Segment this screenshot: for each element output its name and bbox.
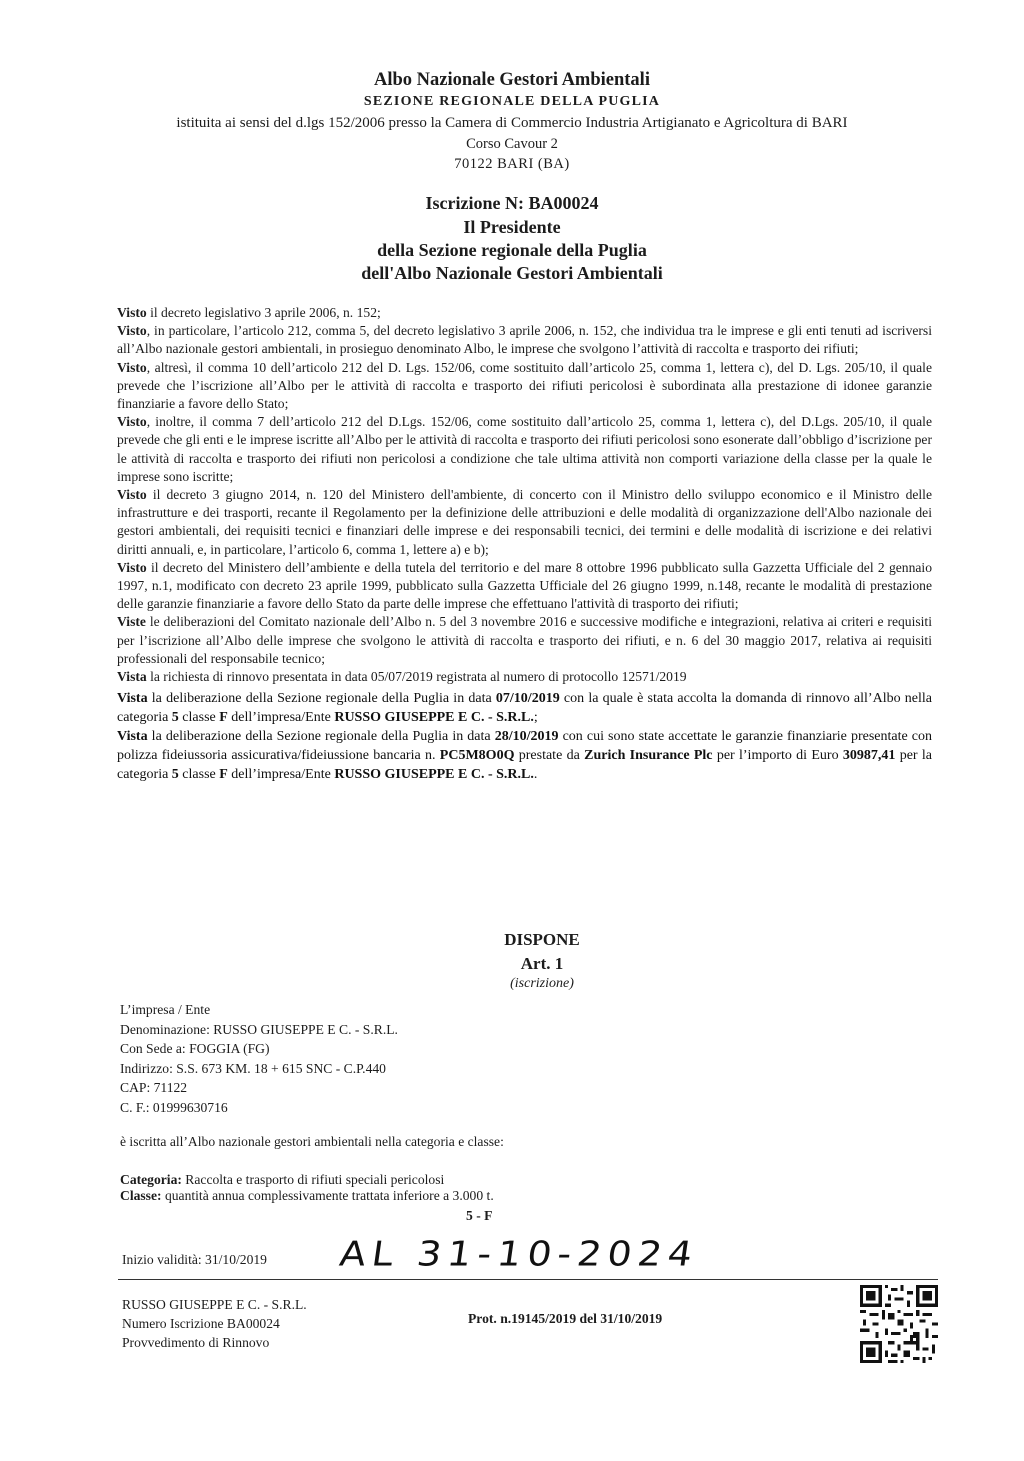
delibera-accoglimento: Vista la deliberazione della Sezione regionale della Puglia in data 07/10/2019 con la quale è stata accolta la domanda di rinnovo all’Albo nella categoria 5 classe F dell’impresa/Ente RUSSO GIUSEPPE E C. - S.R.L.;: [117, 691, 932, 726]
premessa-paragraph: Visto il decreto 3 giugno 2014, n. 120 del Ministero dell'ambiente, di concerto con il Ministro dello sviluppo economico e il Ministro delle infrastrutture e dei trasporti, recante il Regolamento per la definizione delle attribuzioni e delle modalità di organizzazione dell'Albo nazionale dei gestori ambientali, dei requisiti tecnici e finanziari delle imprese e dei responsabili tecnici, dei termini e delle modalità di iscrizione e dei relativi diritti annuali, e, in particolare, l’articolo 6, comma 1, lettere a) e b);: [117, 487, 932, 557]
address-line: Corso Cavour 2: [466, 136, 558, 152]
delibera-garanzie: Vista la deliberazione della Sezione regionale della Puglia in data 28/10/2019 con cui sono state accettate le garanzie finanziarie presentate con polizza fideiussoria assicurativa/fideiussione bancaria n. PC5M8O0Q prestate da Zurich Insurance Plc per l’importo di Euro 30987,41 per la categoria 5 classe F dell’impresa/Ente RUSSO GIUSEPPE E C. - S.R.L..: [117, 729, 932, 783]
denominazione: Denominazione: RUSSO GIUSEPPE E C. - S.R.L.: [120, 1021, 398, 1037]
premesse-section: [117, 304, 932, 784]
footer-provvedimento: Provvedimento di Rinnovo: [122, 1335, 270, 1350]
handwritten-expiry: AL 31-10-2024: [337, 1234, 701, 1274]
sezione-regionale-title: della Sezione regionale della Puglia: [377, 240, 647, 260]
inizio-validita: Inizio validità: 31/10/2019: [122, 1252, 267, 1267]
premessa-paragraph: Visto il decreto legislativo 3 aprile 2006, n. 152;: [117, 305, 381, 320]
dispone-title: DISPONE: [504, 930, 580, 949]
istituita-line: istituita ai sensi del d.lgs 152/2006 presso la Camera di Commercio Industria Artigianato e Agricoltura di BARI: [176, 115, 848, 131]
classe-line: Classe: quantità annua complessivamente trattata inferiore a 3.000 t.: [120, 1188, 494, 1203]
albo-title: dell'Albo Nazionale Gestori Ambientali: [361, 263, 663, 283]
protocol-number: Prot. n.19145/2019 del 31/10/2019: [468, 1311, 663, 1326]
iscrizione-number: Iscrizione N: BA00024: [425, 193, 599, 213]
footer-info: [122, 1295, 307, 1352]
impresa-label: L’impresa / Ente: [120, 1002, 211, 1017]
premessa-paragraph: Viste le deliberazioni del Comitato nazionale dell’Albo n. 5 del 3 novembre 2016 e successive modifiche e integrazioni, relativa ai criteri e requisiti per l’iscrizione all’Albo delle imprese che svolgono le attività di raccolta e trasporto dei rifiuti, e n. 6 del 30 maggio 2017, relativa ai requisiti professionali del responsabile tecnico;: [117, 614, 932, 666]
codice-fiscale: C. F.: 01999630716: [120, 1099, 228, 1115]
categoria-classe: [120, 1172, 494, 1204]
qr-code-icon: [860, 1285, 938, 1363]
premessa-paragraph: Visto, in particolare, l’articolo 212, comma 5, del decreto legislativo 3 aprile 2006, n. 152, che individua tra le imprese e gli enti tenuti ad iscriversi all’Albo nazionale gestori ambientali, in prosieguo denominato Albo, le imprese che svolgono l’attività di raccolta e trasporto dei rifiuti;: [117, 323, 932, 357]
footer-numero: Numero Iscrizione BA00024: [122, 1316, 280, 1331]
iscritta-line: è iscritta all’Albo nazionale gestori ambientali nella categoria e classe:: [120, 1134, 504, 1149]
impresa-details: [120, 1000, 398, 1117]
premessa-paragraph: Visto, altresì, il comma 10 dell’articolo 212 del D. Lgs. 152/06, come sostituito dall’articolo 25, comma 1, lettera c), del D. Lgs. 205/10, il quale prevede che l’iscrizione all’Albo per le attività di raccolta e trasporto dei rifiuti pericolosi è subordinata alla prestazione di idonee garanzie finanziarie a favore dello Stato;: [117, 359, 932, 412]
section-title: SEZIONE REGIONALE DELLA PUGLIA: [363, 94, 661, 109]
cap-city-line: 70122 BARI (BA): [454, 156, 570, 172]
premessa-paragraph: Visto il decreto del Ministero dell’ambiente e della tutela del territorio e del mare 8 ottobre 1996 pubblicato sulla Gazzetta Ufficiale del 2 gennaio 1997, n.1, modificato con decreto 23 aprile 1999, pubblicato sulla Gazzetta Ufficiale del 26 giugno 1999, n.148, recante le modalità di prestazione delle garanzie finanziarie a favore dello Stato da parte delle imprese che effettuano l'attività di trasporto dei rifiuti;: [117, 559, 932, 612]
presidente-title: Il Presidente: [463, 217, 561, 237]
footer-divider: [118, 1279, 938, 1280]
cap: CAP: 71122: [120, 1080, 188, 1095]
article-subtitle: (iscrizione): [510, 976, 574, 991]
article-title: Art. 1: [520, 954, 564, 973]
sede: Con Sede a: FOGGIA (FG): [120, 1041, 270, 1056]
org-title: Albo Nazionale Gestori Ambientali: [374, 70, 650, 90]
premessa-paragraph: Visto, inoltre, il comma 7 dell’articolo 212 del D.Lgs. 152/06, come sostituito dall’articolo 25, comma 1, lettera c), del D.Lgs. 205/10, il quale prevede che gli enti e le imprese iscritte all’Albo per le attività di raccolta e trasporto dei rifiuti pericolosi sono esonerate dall’obbligo d’iscrizione per le attività di raccolta e trasporto dei rifiuti non pericolosi a condizione che tale ultima attività non comporti variazione della classe per la quale le imprese sono iscritte;: [117, 414, 932, 484]
categoria-line: Categoria: Raccolta e trasporto di rifiuti speciali pericolosi: [120, 1172, 445, 1187]
footer-ente: RUSSO GIUSEPPE E C. - S.R.L.: [122, 1297, 307, 1312]
premessa-paragraph: Vista la richiesta di rinnovo presentata in data 05/07/2019 registrata al numero di protocollo 12571/2019: [117, 669, 687, 685]
indirizzo: Indirizzo: S.S. 673 KM. 18 + 615 SNC - C.P.440: [120, 1060, 386, 1076]
categoria-code: 5 - F: [466, 1208, 493, 1223]
